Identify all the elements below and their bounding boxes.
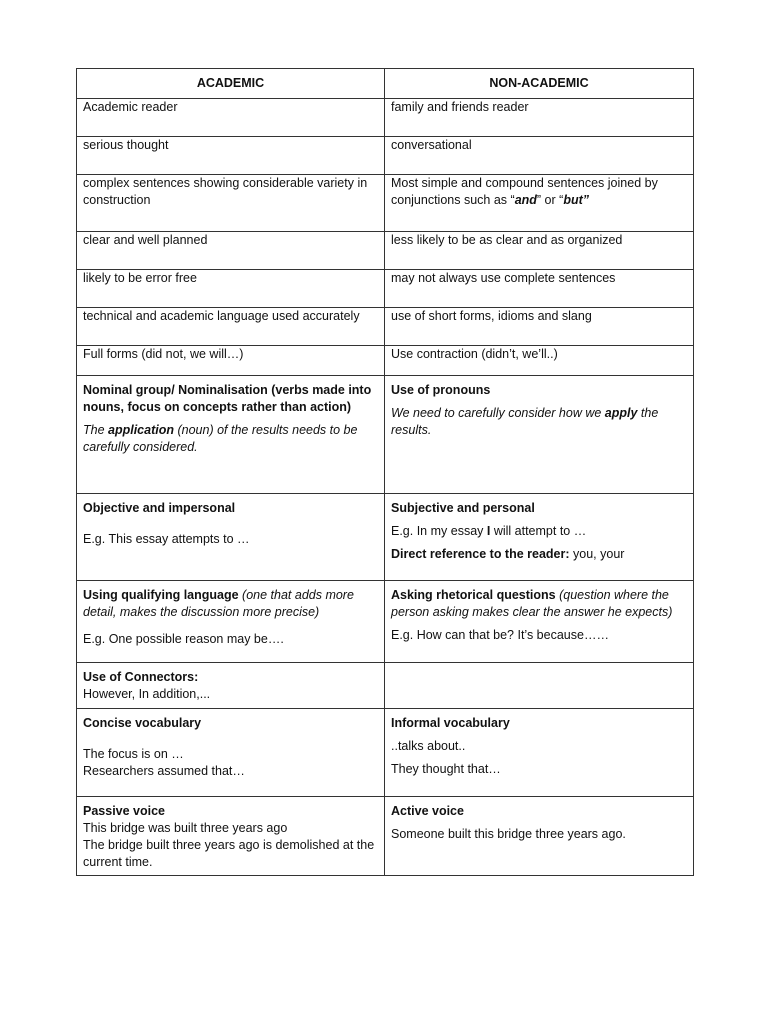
academic-cell [77,663,385,709]
header-row [77,69,694,99]
cell-example [391,405,687,439]
table-row [77,663,694,709]
table-row [77,308,694,346]
cell-title [83,587,378,621]
table-row [77,99,694,137]
table-row [77,137,694,175]
cell-example: E.g. One possible reason may be…. [83,632,284,646]
table-row [77,270,694,308]
cell-title [391,587,687,621]
non-academic-cell [385,797,694,876]
cell-emphasis: application [108,423,174,437]
academic-cell: technical and academic language used accurately [77,308,385,346]
cell-text: ..talks about.. [391,739,466,753]
cell-text: The [83,423,109,437]
non-academic-cell: conversational [385,137,694,175]
cell-emphasis: I [486,524,491,538]
non-academic-cell: family and friends reader [385,99,694,137]
non-academic-cell [385,376,694,494]
cell-text: However, In addition,... [83,687,211,701]
cell-title: Concise vocabulary [83,716,202,730]
academic-cell: Full forms (did not, we will…) [77,346,385,376]
academic-cell: clear and well planned [77,232,385,270]
cell-title: Passive voice [83,804,166,818]
cell-emphasis: but” [563,193,589,207]
header-non-academic: NON-ACADEMIC [385,69,694,99]
cell-emphasis: Asking rhetorical questions [391,588,556,602]
academic-cell [77,494,385,581]
table-row [77,709,694,797]
cell-text: Someone built this bridge three years ago. [391,827,626,841]
cell-text: E.g. In my essay [391,524,487,538]
cell-text: (noun) of the results needs to be carefully considered. [83,423,358,454]
non-academic-cell [385,581,694,663]
header-academic: ACADEMIC [77,69,385,99]
academic-cell: serious thought [77,137,385,175]
table-row [77,232,694,270]
cell-text: The focus is on … [83,747,184,761]
academic-cell: Academic reader [77,99,385,137]
cell-text: will attempt to … [490,524,587,538]
academic-cell [77,797,385,876]
non-academic-cell [385,663,694,709]
cell-text: This bridge was built three years ago [83,821,288,835]
cell-text: the results. [391,406,659,437]
cell-emphasis: apply [604,406,638,420]
cell-title: Nominal group/ Nominalisation (verbs made into nouns, focus on concepts rather than action) [83,383,372,414]
non-academic-cell [385,709,694,797]
cell-text: ” or “ [536,193,564,207]
table-row [77,175,694,232]
cell-example [83,422,378,456]
cell-text: Researchers assumed that… [83,764,245,778]
cell-text: (one that adds more detail, makes the discussion more precise) [83,588,354,619]
academic-cell: likely to be error free [77,270,385,308]
non-academic-cell [385,175,694,232]
academic-cell [77,709,385,797]
cell-emphasis: and [514,193,537,207]
non-academic-cell: may not always use complete sentences [385,270,694,308]
cell-text: They thought that… [391,762,501,776]
cell-emphasis: Using qualifying language [83,588,239,602]
cell-example: E.g. How can that be? It’s because…… [391,628,609,642]
table-row [77,797,694,876]
table-row [77,376,694,494]
cell-note [391,546,687,563]
cell-example [391,523,687,540]
cell-title: Use of Connectors: [83,670,199,684]
comparison-table [76,68,694,876]
cell-title: Active voice [391,804,464,818]
academic-cell: complex sentences showing considerable variety in construction [77,175,385,232]
cell-title: Informal vocabulary [391,716,510,730]
cell-text: Most simple and compound sentences joined by conjunctions such as “ [391,176,658,207]
non-academic-cell: use of short forms, idioms and slang [385,308,694,346]
table-row [77,346,694,376]
cell-title: Objective and impersonal [83,501,236,515]
academic-cell [77,376,385,494]
cell-text: The bridge built three years ago is demolished at the current time. [83,838,375,869]
table-row [77,581,694,663]
non-academic-cell: less likely to be as clear and as organized [385,232,694,270]
cell-text: you, your [569,547,625,561]
non-academic-cell: Use contraction (didn’t, we’ll..) [385,346,694,376]
cell-example: E.g. This essay attempts to … [83,532,250,546]
cell-title: Use of pronouns [391,383,491,397]
cell-text: We need to carefully consider how we [391,406,605,420]
non-academic-cell [385,494,694,581]
cell-emphasis: Direct reference to the reader: [391,547,570,561]
cell-title: Subjective and personal [391,501,535,515]
cell-text: (question where the person asking makes clear the answer he expects) [391,588,673,619]
table-row [77,494,694,581]
academic-cell [77,581,385,663]
